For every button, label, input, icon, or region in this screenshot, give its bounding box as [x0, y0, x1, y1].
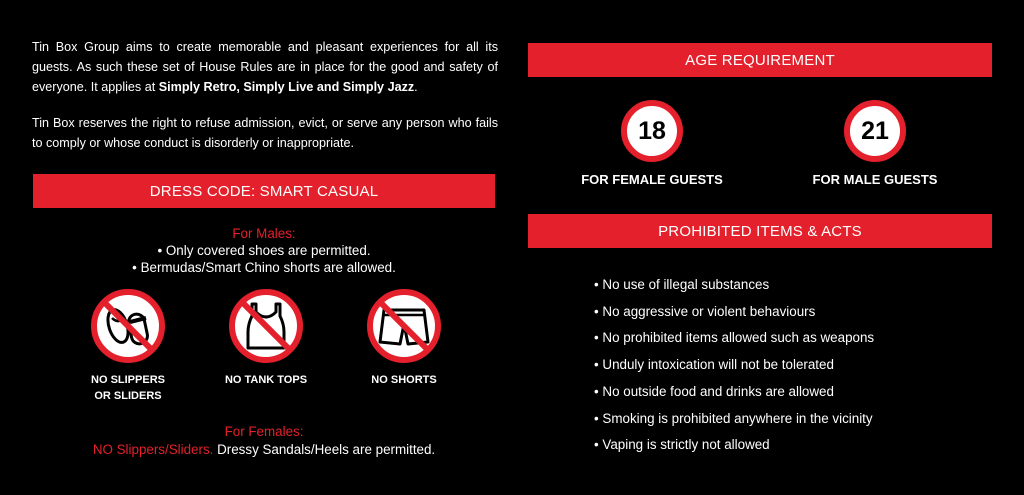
- no-slippers-item: [86, 288, 170, 404]
- icon-caption: NO SHORTS: [371, 374, 437, 386]
- males-rule: • Only covered shoes are permitted.: [157, 243, 371, 258]
- age-label: FOR MALE GUESTS: [812, 172, 938, 187]
- icon-caption: NO SLIPPERS OR SLIDERS: [91, 374, 165, 402]
- intro-text: [32, 37, 498, 153]
- age-label: FOR FEMALE GUESTS: [581, 172, 723, 187]
- males-rule: • Bermudas/Smart Chino shorts are allowed.: [132, 260, 396, 275]
- tank-top-icon: [228, 288, 304, 364]
- females-heading: For Females:: [224, 424, 304, 439]
- age-requirement-banner: AGE REQUIREMENT: [528, 43, 992, 77]
- list-item: • No aggressive or violent behaviours: [594, 299, 874, 326]
- slippers-icon: [90, 288, 166, 364]
- list-item: • Smoking is prohibited anywhere in the vicinity: [594, 406, 874, 433]
- age-male: [790, 100, 960, 187]
- prohibited-list: [594, 272, 874, 459]
- list-item: • No use of illegal substances: [594, 272, 874, 299]
- females-rule: NO Slippers/Sliders. Dressy Sandals/Heels are permitted.: [92, 442, 436, 457]
- list-item: • Unduly intoxication will not be tolerated: [594, 352, 874, 379]
- icon-caption: NO TANK TOPS: [224, 374, 308, 386]
- list-item: • Vaping is strictly not allowed: [594, 432, 874, 459]
- no-shorts-item: [362, 288, 446, 388]
- shorts-icon: [366, 288, 442, 364]
- females-rules: [33, 423, 495, 459]
- dress-code-banner: DRESS CODE: SMART CASUAL: [33, 174, 495, 208]
- age-18-badge: 18: [621, 100, 683, 162]
- prohibited-banner: PROHIBITED ITEMS & ACTS: [528, 214, 992, 248]
- venue-names: Simply Retro, Simply Live and Simply Jazz: [158, 80, 415, 94]
- males-heading: For Males:: [232, 226, 296, 241]
- no-tank-tops-item: [224, 288, 308, 388]
- age-female: [567, 100, 737, 187]
- list-item: • No outside food and drinks are allowed: [594, 379, 874, 406]
- list-item: • No prohibited items allowed such as weapons: [594, 325, 874, 352]
- age-21-badge: 21: [844, 100, 906, 162]
- intro-paragraph-2: Tin Box reserves the right to refuse admission, evict, or serve any person who fails to comply or whose conduct is disorderly or inappropriate.: [32, 116, 498, 150]
- intro-paragraph-1: Tin Box Group aims to create memorable and pleasant experiences for all its guests. As such these set of House Rules are in place for the good and safety of everyone. It applies at Simply Retro, Simply Live and Simply Jazz.: [32, 40, 498, 94]
- males-rules: [33, 225, 495, 276]
